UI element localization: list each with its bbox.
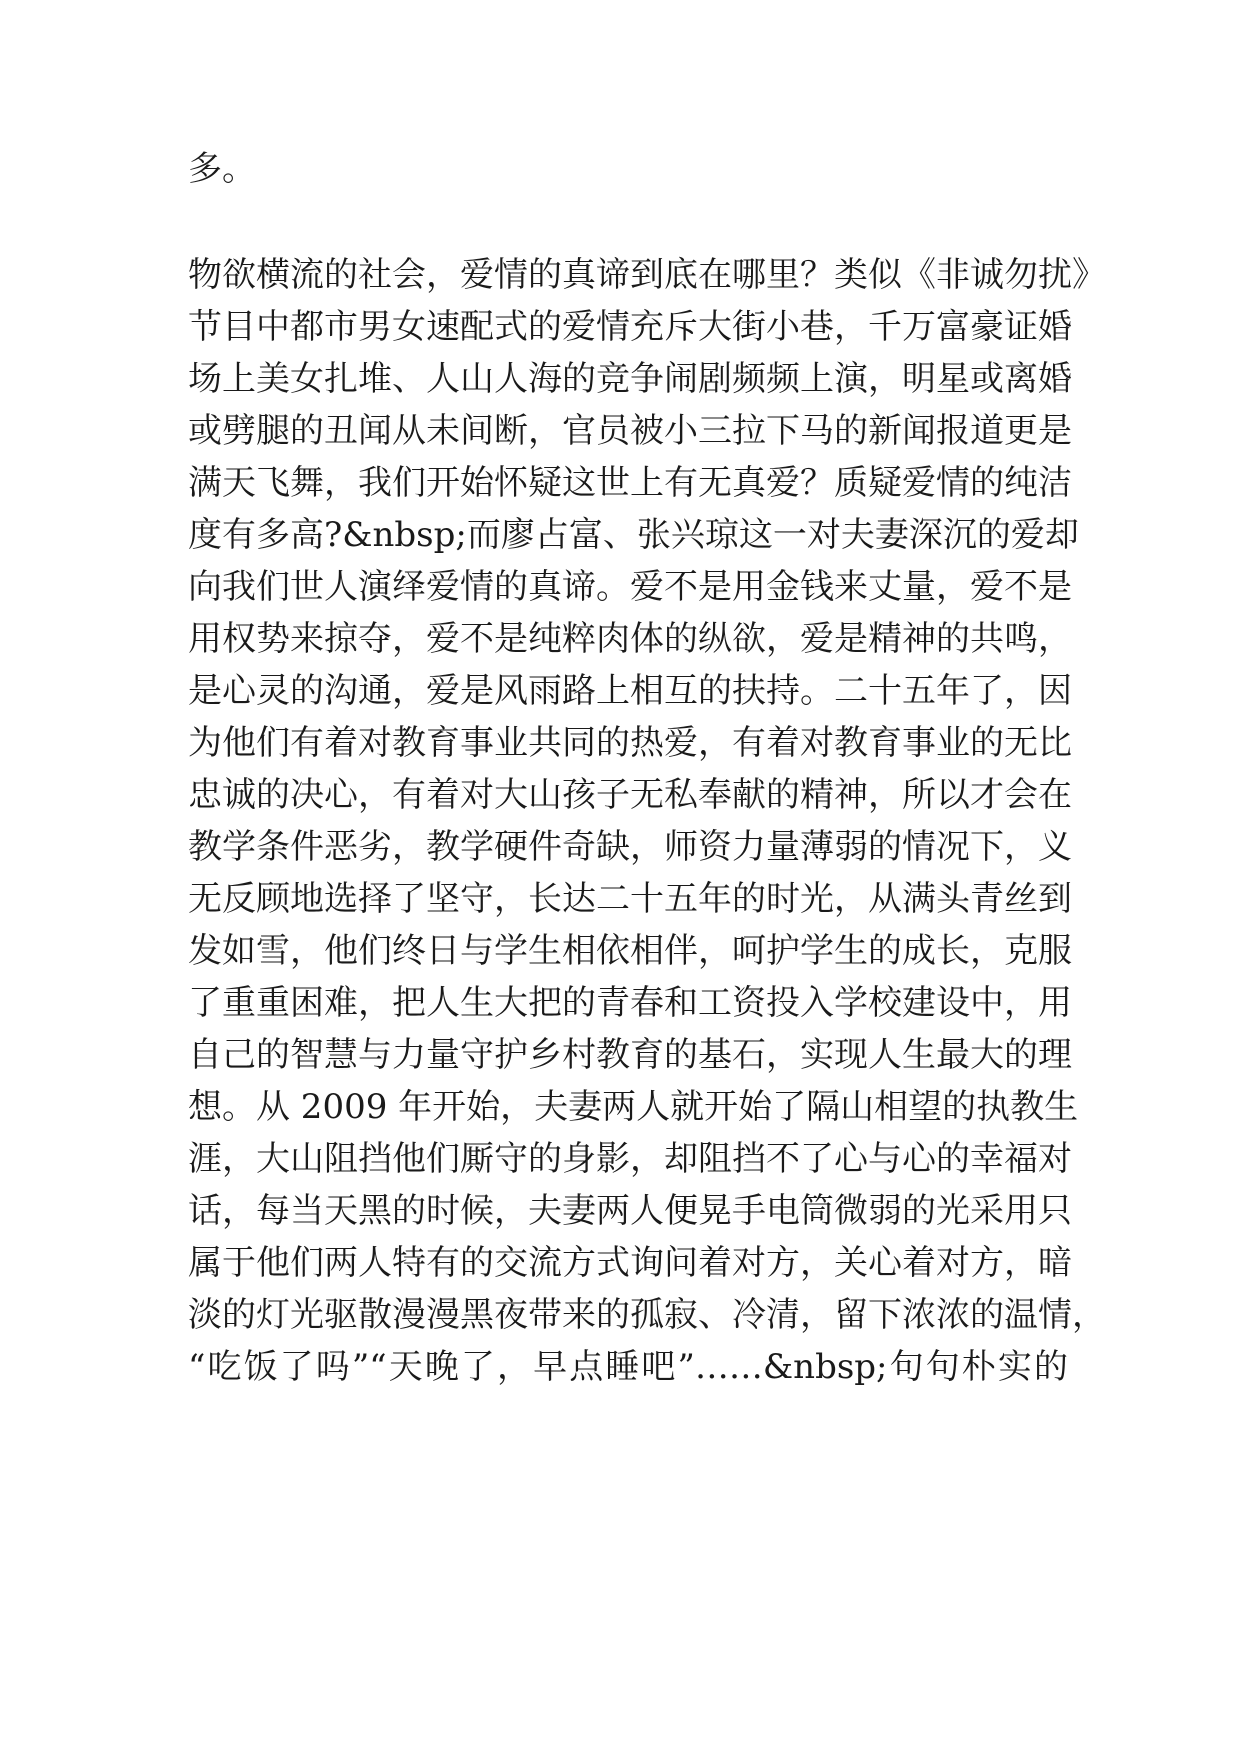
paragraph-line: 属于他们两人特有的交流方式询问着对方，关心着对方，暗 xyxy=(188,1243,1072,1283)
paragraph-line: 满天飞舞，我们开始怀疑这世上有无真爱？质疑爱情的纯洁 xyxy=(188,463,1072,503)
paragraph-line: 度有多高?&nbsp;而廖占富、张兴琼这一对夫妻深沉的爱却 xyxy=(188,515,1079,555)
paragraph-line: 为他们有着对教育事业共同的热爱，有着对教育事业的无比 xyxy=(188,723,1072,763)
paragraph-line: 向我们世人演绎爱情的真谛。爱不是用金钱来丈量，爱不是 xyxy=(188,567,1072,607)
paragraph-line: 节目中都市男女速配式的爱情充斥大街小巷，千万富豪证婚 xyxy=(188,307,1072,347)
paragraph-line: 教学条件恶劣，教学硬件奇缺，师资力量薄弱的情况下，义 xyxy=(188,827,1072,867)
continuation-line: 多。 xyxy=(188,149,256,189)
paragraph-line: 或劈腿的丑闻从未间断，官员被小三拉下马的新闻报道更是 xyxy=(188,411,1072,451)
paragraph-line: 场上美女扎堆、人山人海的竞争闹剧频频上演，明星或离婚 xyxy=(188,359,1072,399)
paragraph-line: 用权势来掠夺，爱不是纯粹肉体的纵欲，爱是精神的共鸣， xyxy=(188,619,1072,659)
paragraph-line: 无反顾地选择了坚守，长达二十五年的时光，从满头青丝到 xyxy=(188,879,1072,919)
paragraph-line: 是心灵的沟通，爱是风雨路上相互的扶持。二十五年了，因 xyxy=(188,671,1072,711)
paragraph-line: 自己的智慧与力量守护乡村教育的基石，实现人生最大的理 xyxy=(188,1035,1072,1075)
paragraph-line: 想。从 2009 年开始，夫妻两人就开始了隔山相望的执教生 xyxy=(188,1087,1079,1127)
paragraph-line: 发如雪，他们终日与学生相依相伴，呵护学生的成长，克服 xyxy=(188,931,1072,971)
paragraph-line: 忠诚的决心，有着对大山孩子无私奉献的精神，所以才会在 xyxy=(188,775,1072,815)
paragraph-line: 了重重困难，把人生大把的青春和工资投入学校建设中，用 xyxy=(188,983,1072,1023)
paragraph-line: 淡的灯光驱散漫漫黑夜带来的孤寂、冷清，留下浓浓的温情， xyxy=(188,1295,1106,1335)
paragraph-line: 话，每当天黑的时候，夫妻两人便晃手电筒微弱的光采用只 xyxy=(188,1191,1072,1231)
paragraph-line: 物欲横流的社会，爱情的真谛到底在哪里？类似《非诚勿扰》 xyxy=(188,255,1106,295)
paragraph-line: 涯，大山阻挡他们厮守的身影，却阻挡不了心与心的幸福对 xyxy=(188,1139,1072,1179)
paragraph-line: “吃饭了吗”“天晚了，早点睡吧”……&nbsp;句句朴实的 xyxy=(188,1347,1068,1387)
